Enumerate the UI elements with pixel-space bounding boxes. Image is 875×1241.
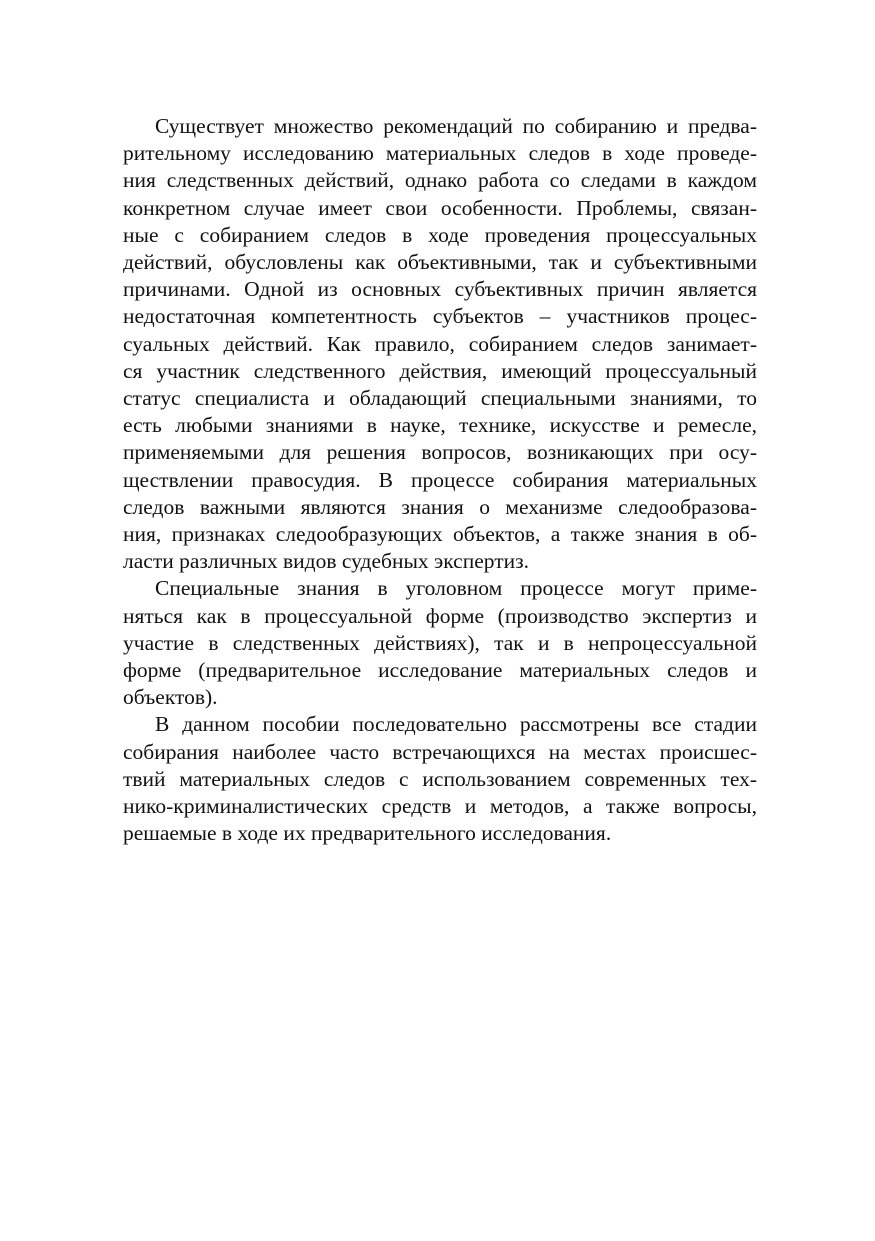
text-line: ния, признаках следообразующих объектов, а также знания в об- — [123, 522, 757, 547]
text-line: применяемыми для решения вопросов, возникающих при осу- — [123, 440, 757, 465]
text-line: нико-криминалистических средств и методов, а также вопросы, — [123, 794, 757, 819]
text-line: есть любыми знаниями в науке, технике, искусстве и ремесле, — [123, 413, 757, 438]
text-line: ласти различных видов судебных экспертиз. — [123, 549, 529, 574]
body-text — [123, 113, 757, 847]
text-line: ния следственных действий, однако работа со следами в каждом — [123, 168, 757, 193]
text-line: объектов). — [123, 685, 218, 710]
text-line: участие в следственных действиях), так и в непроцессуальной — [123, 630, 757, 655]
text-line: ные с собиранием следов в ходе проведения процессуальных — [123, 222, 757, 247]
text-line: суальных действий. Как правило, собиранием следов занимает- — [123, 331, 757, 356]
paragraph-2 — [123, 575, 757, 711]
text-line: В данном пособии последовательно рассмотрены все стадии — [155, 712, 757, 737]
text-line: рительному исследованию материальных следов в ходе проведе- — [123, 141, 757, 166]
text-line: недостаточная компетентность субъектов – участников процес- — [123, 304, 757, 329]
text-line: форме (предварительное исследование материальных следов и — [123, 658, 757, 683]
text-line: собирания наиболее часто встречающихся на местах происшес- — [123, 739, 757, 764]
text-line: следов важными являются знания о механизме следообразова- — [123, 494, 757, 519]
text-line: Существует множество рекомендаций по собиранию и предва- — [155, 114, 757, 138]
paragraph-1 — [123, 113, 757, 575]
text-line: твий материальных следов с использованием современных тех- — [123, 766, 757, 791]
text-line: статус специалиста и обладающий специальными знаниями, то — [123, 386, 757, 411]
text-line: причинами. Одной из основных субъективных причин является — [123, 277, 757, 302]
text-line: ществлении правосудия. В процессе собирания материальных — [123, 467, 757, 492]
text-line: решаемые в ходе их предварительного исследования. — [123, 821, 612, 846]
text-line: конкретном случае имеет свои особенности. Проблемы, связан- — [123, 195, 757, 220]
text-line: няться как в процессуальной форме (производство экспертиз и — [123, 603, 757, 628]
text-line: ся участник следственного действия, имеющий процессуальный — [123, 358, 757, 383]
paragraph-3 — [123, 711, 757, 847]
text-line: действий, обусловлены как объективными, так и субъективными — [123, 250, 757, 275]
text-line: Специальные знания в уголовном процессе могут приме- — [155, 576, 757, 601]
